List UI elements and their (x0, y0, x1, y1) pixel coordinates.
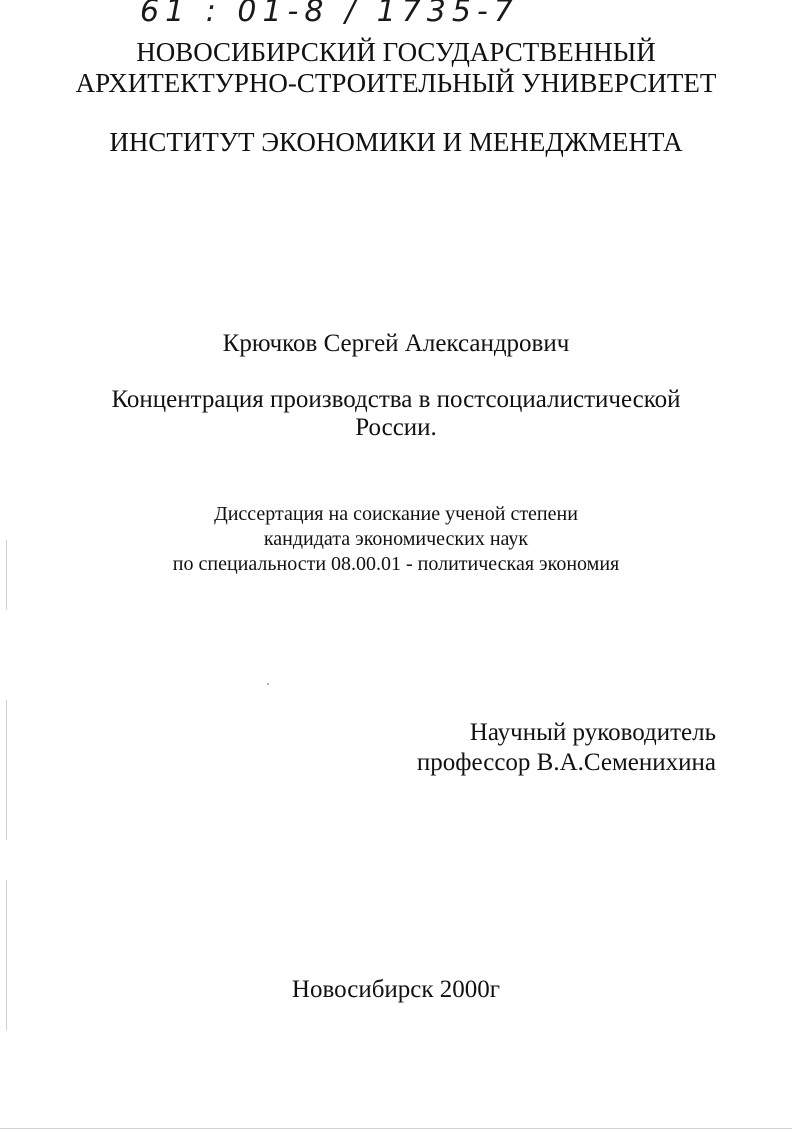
university-name-line-1: НОВОСИБИРСКИЙ ГОСУДАРСТВЕННЫЙ (136, 37, 656, 67)
supervisor-role: Научный руководитель (469, 719, 716, 746)
degree-statement-line-1: Диссертация на соискание ученой степени (214, 503, 578, 525)
author-name: Крючков Сергей Александрович (222, 330, 570, 357)
supervisor-name: профессор В.А.Семенихина (416, 749, 716, 776)
city-and-year: Новосибирск 2000г (291, 976, 501, 1003)
scan-speck (267, 683, 269, 685)
dissertation-title-line-2: России. (355, 414, 437, 441)
institute-name: ИНСТИТУТ ЭКОНОМИКИ И МЕНЕДЖМЕНТА (109, 127, 683, 157)
degree-statement-line-3: по специальности 08.00.01 - политическая экономия (172, 553, 620, 575)
handwritten-catalog-number: 61 : 01-8 / 1735-7 (140, 0, 519, 29)
dissertation-title-line-1: Концентрация производства в постсоциалистической (111, 386, 681, 413)
scan-edge-line (6, 880, 7, 1030)
degree-statement-line-2: кандидата экономических наук (263, 528, 529, 550)
university-name-line-2: АРХИТЕКТУРНО-СТРОИТЕЛЬНЫЙ УНИВЕРСИТЕТ (75, 68, 717, 98)
scan-edge-line (6, 540, 7, 610)
scan-edge-line (6, 700, 7, 840)
scan-bottom-edge (0, 1128, 792, 1129)
